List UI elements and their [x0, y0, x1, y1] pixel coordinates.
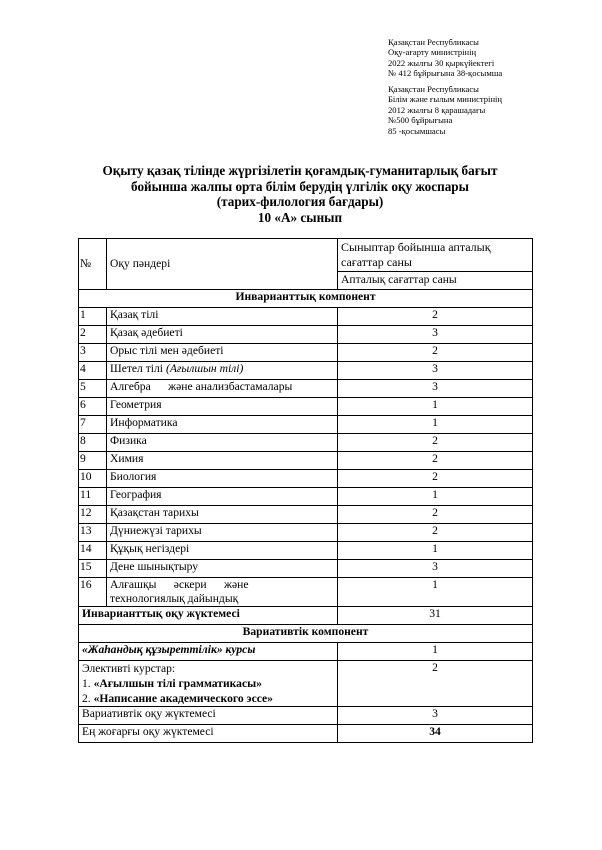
variative-total-row: [79, 707, 533, 725]
stamp-line: 85 -қосымшасы: [388, 125, 446, 136]
subject-line: технологиялық дайындық: [110, 592, 239, 605]
elective-hours: 2: [338, 661, 533, 707]
row-number: 15: [79, 560, 107, 578]
row-number: 2: [79, 326, 107, 344]
subject-name: [107, 308, 338, 326]
subject-text: Қазақ әдебиеті: [110, 326, 183, 339]
weekly-hours: 1: [338, 542, 533, 560]
weekly-hours: 2: [338, 452, 533, 470]
subject-text: Информатика: [110, 416, 178, 429]
subject-name: [107, 326, 338, 344]
subject-name: [107, 506, 338, 524]
invariant-heading: Инварианттық компонент: [79, 290, 533, 308]
subject-row: [79, 560, 533, 578]
row-number: 5: [79, 380, 107, 398]
subject-text: Дене шынықтыру: [110, 560, 199, 573]
variative-total-row-value: 3: [338, 707, 533, 725]
approval-stamp-current: [388, 37, 502, 79]
weekly-hours: 3: [338, 560, 533, 578]
subject-row: [79, 344, 533, 362]
elective-prefix: 2.: [82, 692, 94, 705]
weekly-hours: 1: [338, 398, 533, 416]
row-number: 9: [79, 452, 107, 470]
header-weekly-hours-group: Сыныптар бойынша апталық сағаттар саны: [338, 239, 533, 272]
title-line: (тарих-филология бағдары): [216, 194, 384, 210]
subject-name: [107, 434, 338, 452]
row-number: 3: [79, 344, 107, 362]
subject-row: [79, 398, 533, 416]
stamp-line: Оқу-ағарту министрінің: [388, 47, 477, 58]
subject-row: [79, 308, 533, 326]
weekly-hours: 3: [338, 362, 533, 380]
subject-name: [107, 470, 338, 488]
variative-heading: Вариативтік компонент: [79, 625, 533, 643]
stamp-line: Білім және ғылым министрінің: [388, 94, 503, 105]
elective-prefix: 1.: [82, 677, 94, 690]
subject-name: [107, 452, 338, 470]
title-line: Оқыту қазақ тілінде жүргізілетін қоғамдық-гуманитарлық бағыт: [102, 163, 498, 178]
subject-name: [107, 524, 338, 542]
subject-text: Физика: [110, 434, 147, 447]
max-total-row: [79, 725, 533, 743]
row-number: 12: [79, 506, 107, 524]
subject-name: [107, 380, 338, 398]
row-number: 10: [79, 470, 107, 488]
elective-courses: [79, 661, 338, 707]
row-number: 14: [79, 542, 107, 560]
row-number: 6: [79, 398, 107, 416]
table-header-row: [79, 239, 533, 272]
subject-text: Химия: [110, 452, 144, 465]
subject-name: [107, 344, 338, 362]
weekly-hours: 2: [338, 434, 533, 452]
curriculum-table: [78, 238, 533, 743]
header-weekly-hours: Апталық сағаттар саны: [338, 271, 533, 289]
subject-row: [79, 452, 533, 470]
course-row-value: 1: [338, 643, 533, 661]
subject-text: Орыс тілі мен әдебиеті: [110, 344, 224, 357]
subject-text: Құқық негіздері: [110, 542, 190, 555]
subject-text: Геометрия: [110, 398, 162, 411]
weekly-hours: 1: [338, 488, 533, 506]
weekly-hours: 2: [338, 524, 533, 542]
elective-row: [79, 661, 533, 707]
invariant-total-row-value: 31: [338, 607, 533, 625]
elective-name: «Ағылшын тілі грамматикасы»: [93, 677, 262, 690]
invariant-total-row-label: Инварианттық оқу жүктемесі: [79, 607, 338, 625]
elective-item: [82, 676, 334, 691]
subject-text: Қазақстан тарихы: [110, 506, 199, 519]
subject-name: [107, 398, 338, 416]
row-number: 8: [79, 434, 107, 452]
subject-text: Қазақ тілі: [110, 308, 159, 321]
stamp-line: №500 бұйрығына: [388, 115, 453, 126]
row-number: 13: [79, 524, 107, 542]
weekly-hours: 1: [338, 416, 533, 434]
subject-text: Алгебра және анализбастамалары: [110, 380, 293, 393]
subject-row: [79, 578, 533, 607]
variative-total-row-label: Вариативтік оқу жүктемесі: [79, 707, 338, 725]
row-number: 11: [79, 488, 107, 506]
weekly-hours: 3: [338, 380, 533, 398]
subject-name: [107, 488, 338, 506]
header-number: №: [79, 239, 107, 290]
section-row: [79, 290, 533, 308]
weekly-hours: 2: [338, 308, 533, 326]
weekly-hours: 2: [338, 344, 533, 362]
section-row: [79, 625, 533, 643]
max-total-row-value: 34: [338, 725, 533, 743]
row-number: 16: [79, 578, 107, 607]
weekly-hours: 2: [338, 506, 533, 524]
course-row: [79, 643, 533, 661]
subject-text: География: [110, 488, 162, 501]
subject-row: [79, 488, 533, 506]
document-title: [70, 163, 530, 225]
header-subject: Оқу пәндері: [107, 239, 338, 290]
row-number: 1: [79, 308, 107, 326]
subject-name: [107, 416, 338, 434]
stamp-line: 2012 жылғы 8 қарашадағы: [388, 104, 486, 115]
subject-row: [79, 326, 533, 344]
subject-line: Алғашқы әскери және: [110, 578, 249, 591]
subject-row: [79, 362, 533, 380]
row-number: 4: [79, 362, 107, 380]
subject-row: [79, 524, 533, 542]
weekly-hours: 1: [338, 578, 533, 607]
approval-stamp-original: [388, 84, 502, 136]
elective-item: [82, 691, 334, 706]
subject-row: [79, 542, 533, 560]
title-line: 10 «А» сынып: [257, 209, 343, 225]
subject-row: [79, 506, 533, 524]
subject-name: [107, 362, 338, 380]
subject-row: [79, 434, 533, 452]
title-line: бойынша жалпы орта білім берудің үлгілік оқу жоспары: [131, 178, 469, 194]
max-total-row-label: Ең жоғарғы оқу жүктемесі: [79, 725, 338, 743]
subject-name: [107, 578, 338, 607]
subject-row: [79, 416, 533, 434]
elective-name: «Написание академического эссе»: [93, 692, 273, 705]
stamp-line: 2022 жылғы 30 қыркүйектегі: [388, 57, 495, 68]
subject-note: (Ағылшын тілі): [165, 362, 244, 375]
stamp-line: № 412 бұйрығына 38-қосымша: [388, 68, 503, 79]
row-number: 7: [79, 416, 107, 434]
subject-row: [79, 470, 533, 488]
invariant-total-row: [79, 607, 533, 625]
subject-name: [107, 542, 338, 560]
weekly-hours: 3: [338, 326, 533, 344]
subject-row: [79, 380, 533, 398]
course-row-label: «Жаһандық құзыреттілік» курсы: [79, 643, 338, 661]
elective-title: Элективті курстар:: [82, 662, 176, 675]
subject-text: Дүниежүзі тарихы: [110, 524, 202, 537]
stamp-line: Қазақстан Республикасы: [388, 37, 479, 47]
subject-text: Шетел тілі: [110, 362, 164, 375]
subject-text: Биология: [110, 470, 157, 483]
stamp-line: Қазақстан Республикасы: [388, 84, 479, 94]
subject-name: [107, 560, 338, 578]
weekly-hours: 2: [338, 470, 533, 488]
